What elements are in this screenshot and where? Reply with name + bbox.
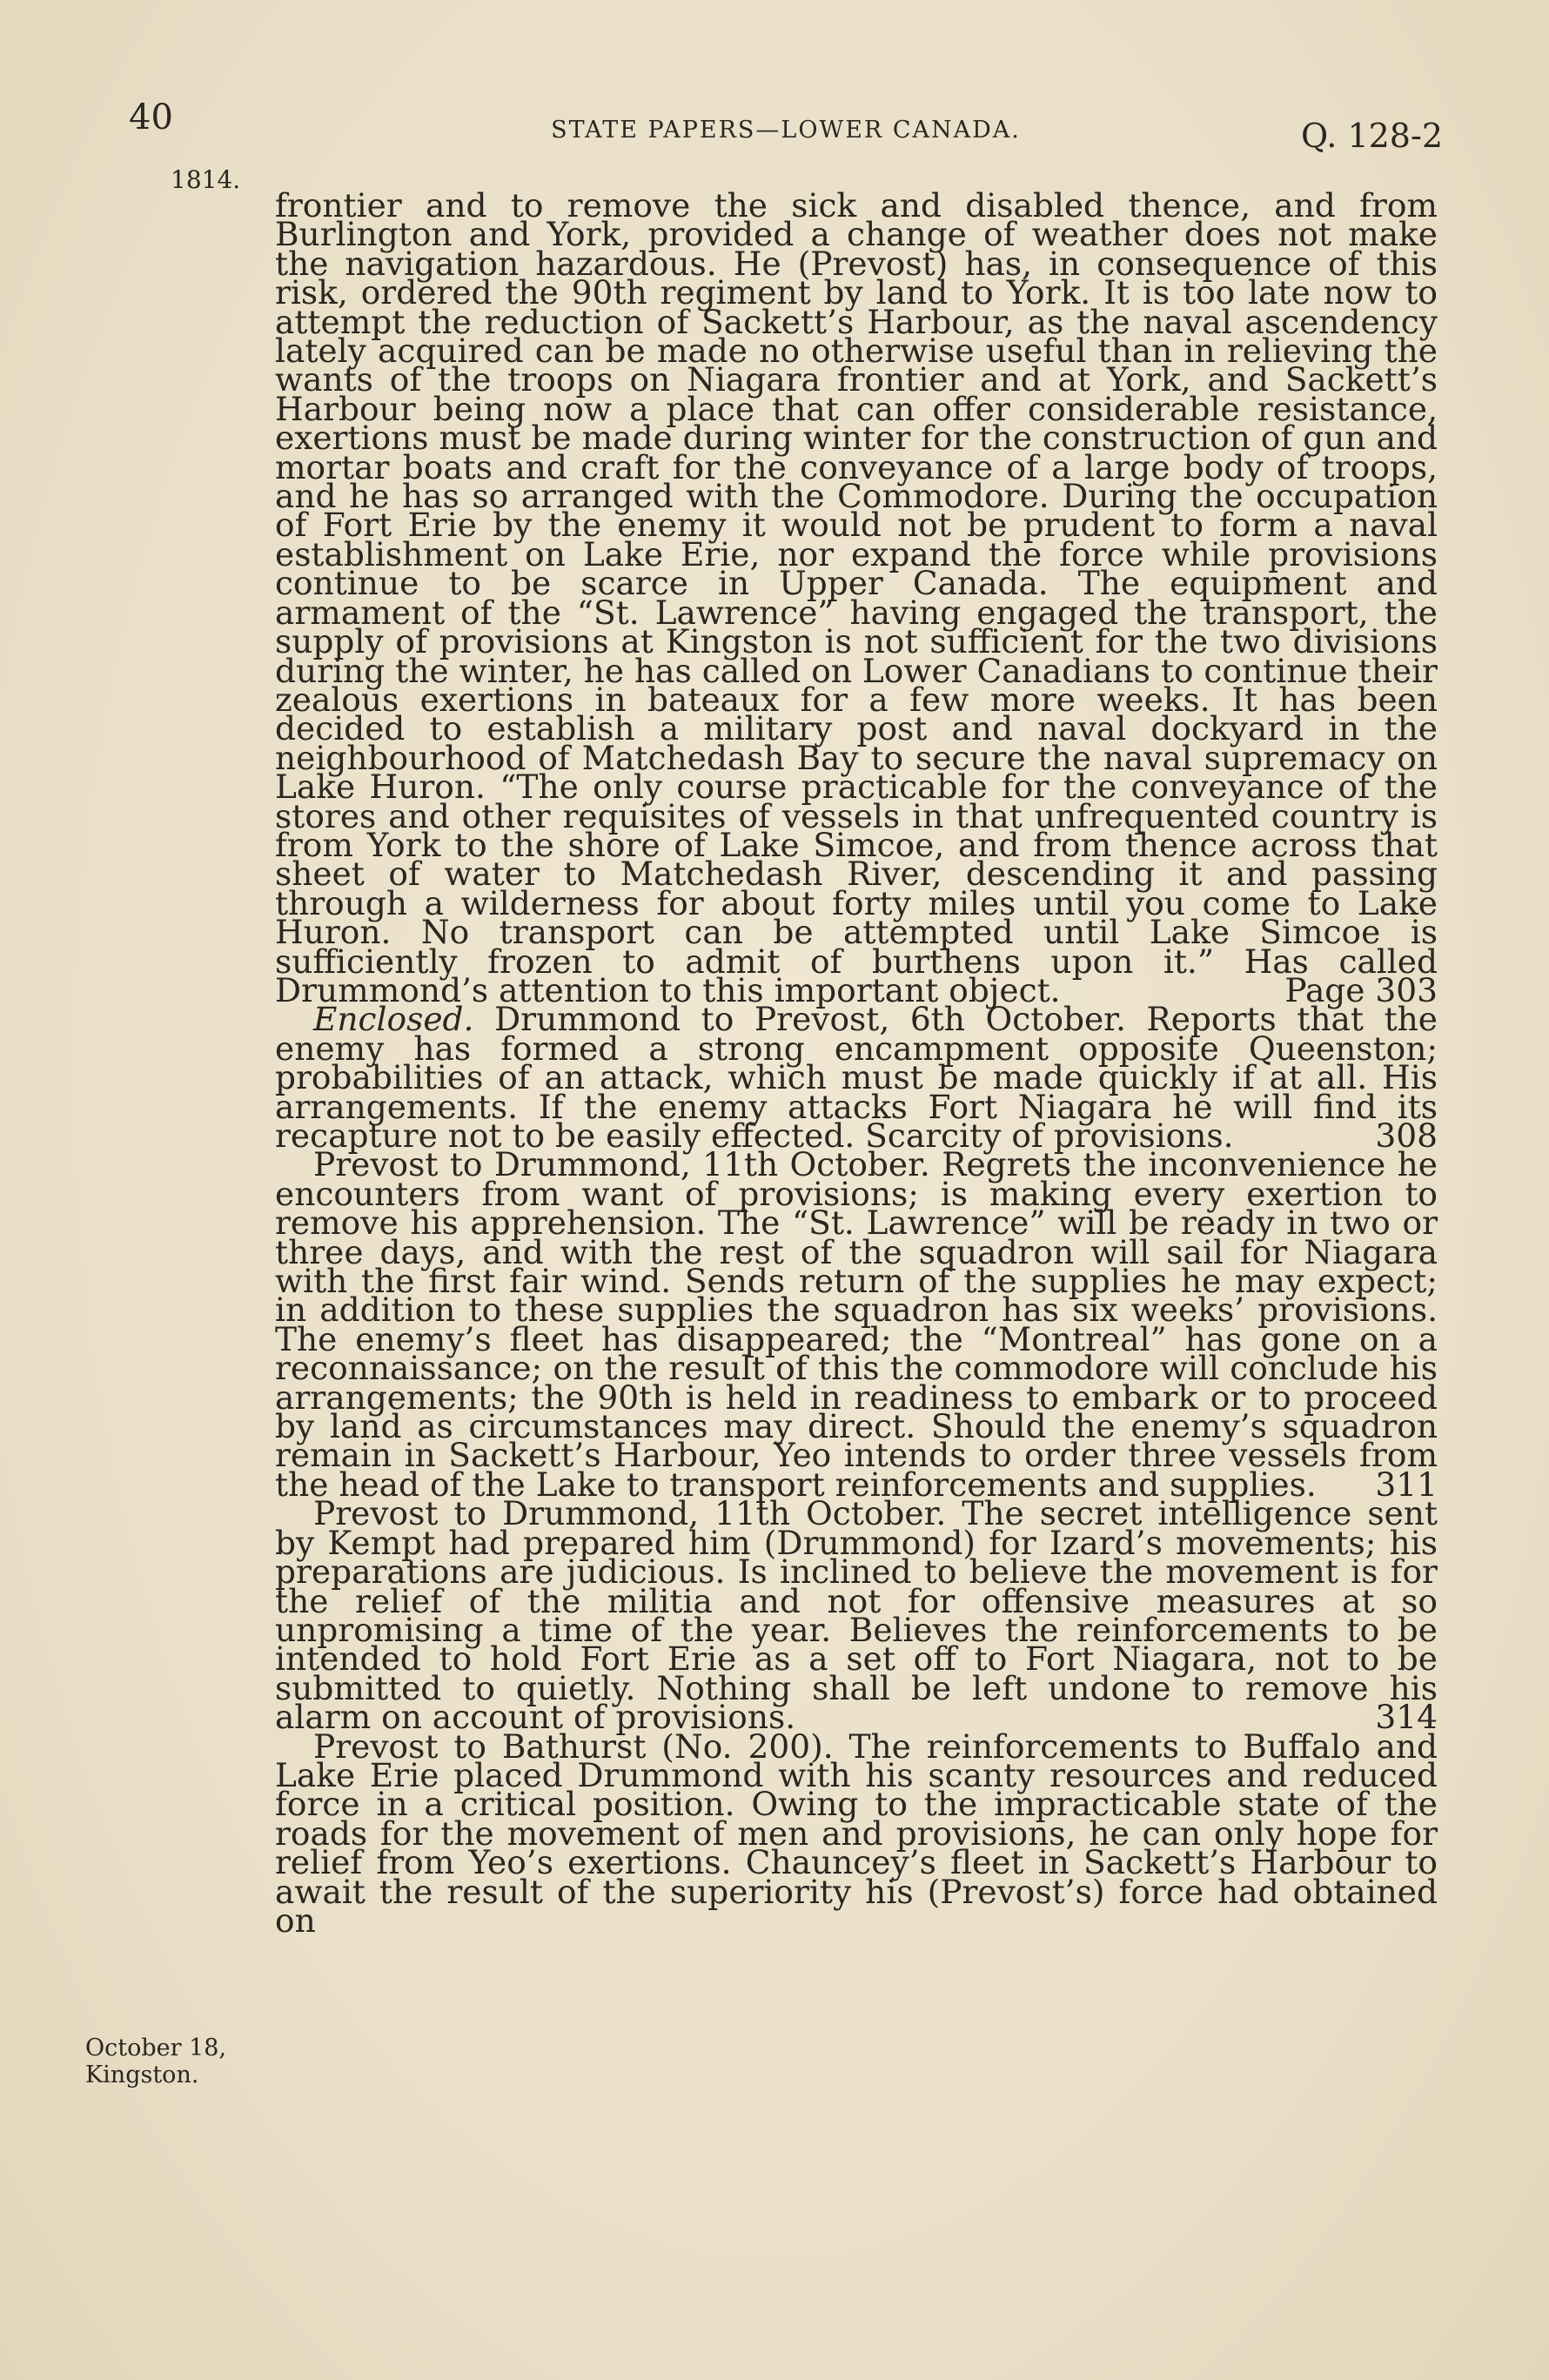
page-number: 40: [129, 97, 173, 137]
page-reference: Page 303: [1284, 970, 1438, 1009]
paragraph-text: Drummond to Prevost, 6th October. Reports that the enemy has formed a strong encampment opposite Queenston; probabilities of an attack, which must be made quickly if at all. His arrangements. If the enemy attacks Fort Niagara he will find its recapture not to be easily effected. Scarcity of provisions.: [275, 1000, 1438, 1155]
paragraph-2: [275, 1000, 1438, 1155]
paragraph-text: frontier and to remove the sick and disabled thence, and from Burlington and York, provided a change of weather does not make the navigation hazardous. He (Prevost) has, in consequence of this risk, ordered the 90th regiment by land to York. It is too late now to attempt the reduction of Sackett’s Harbour, as the naval ascendency lately acquired can be made no otherwise useful than in relieving the wants of the troops on Niagara frontier and at York, and Sackett’s Harbour being now a place that can offer considerable resistance, exertions must be made during winter for the construction of gun and mortar boats and craft for the conveyance of a large body of troops, and he has so arranged with the Commodore. During the occupation of Fort Erie by the enemy it would not be prudent to form a naval establishment on Lake Erie, nor expand the force while provisions continue to be scarce in Upper Canada. The equipment and armament of the “St. Lawrence” having engaged the transport, the supply of provisions at Kingston is not sufficient for the two divisions during the winter, he has called on Lower Canadians to continue their zealous exertions in bateaux for a few more weeks. It has been decided to establish a military post and naval dockyard in the neighbourhood of Matchedash Bay to secure the naval supremacy on Lake Huron. “The only course practicable for the conveyance of the stores and other requisites of vessels in that unfrequented country is from York to the shore of Lake Simcoe, and from thence across that sheet of water to Matchedash River, descending it and passing through a wilderness for about forty miles until you come to Lake Huron. No transport can be attempted until Lake Simcoe is sufficiently frozen to admit of burthens upon it.” Has called Drummond’s attention to this important object.: [275, 186, 1438, 1009]
paragraph-5: [275, 1726, 1438, 1940]
margin-date-line: October 18,: [85, 2035, 227, 2062]
paragraph-lead: Enclosed.: [313, 1000, 474, 1039]
paragraph-3: [275, 1145, 1438, 1504]
paragraph-1: [275, 186, 1438, 1009]
margin-date-note: [85, 2035, 226, 2088]
margin-place-line: Kingston.: [85, 2062, 199, 2088]
page-reference: 311: [1375, 1465, 1438, 1504]
margin-year: 1814.: [171, 165, 241, 194]
paragraph-4: [275, 1494, 1438, 1737]
paragraph-text: Prevost to Drummond, 11th October. The secret intelligence sent by Kempt had prepared him (Drummond) for Izard’s movements; his preparations are judicious. Is inclined to believe the movement is for the relief of the militia and not for offensive measures at so unpromising a time of the year. Believes the reinforcements to be intended to hold Fort Erie as a set off to Fort Niagara, not to be submitted to quietly. Nothing shall be left undone to remove his alarm on account of provisions.: [275, 1494, 1438, 1737]
running-title: STATE PAPERS—LOWER CANADA.: [551, 117, 1021, 144]
paragraph-text: Prevost to Bathurst (No. 200). The reinforcements to Buffalo and Lake Erie placed Drummond with his scanty resources and reduced force in a critical position. Owing to the impracticable state of the roads for the movement of men and provisions, he can only hope for relief from Yeo’s exertions. Chauncey’s fleet in Sackett’s Harbour to await the result of the superiority his (Prevost’s) force had obtained on: [275, 1726, 1438, 1940]
paragraph-text: Prevost to Drummond, 11th October. Regrets the inconvenience he encounters from want of provisions; is making every exertion to remove his apprehension. The “St. Lawrence” will be ready in two or three days, and with the rest of the squadron will sail for Niagara with the first fair wind. Sends return of the supplies he may expect; in addition to these supplies the squadron has six weeks’ provisions. The enemy’s fleet has disappeared; the “Montreal” has gone on a reconnaissance; on the result of this the commodore will conclude his arrangements; the 90th is held in readiness to embark or to proceed by land as circumstances may direct. Should the enemy’s squadron remain in Sackett’s Harbour, Yeo intends to order three vessels from the head of the Lake to transport reinforcements and supplies.: [275, 1145, 1438, 1504]
page-header: [129, 94, 1443, 155]
page-reference: 308: [1375, 1116, 1438, 1155]
body-text: [275, 186, 1438, 1940]
page-reference: 314: [1375, 1698, 1438, 1737]
archive-reference: Q. 128-2: [1301, 117, 1443, 155]
